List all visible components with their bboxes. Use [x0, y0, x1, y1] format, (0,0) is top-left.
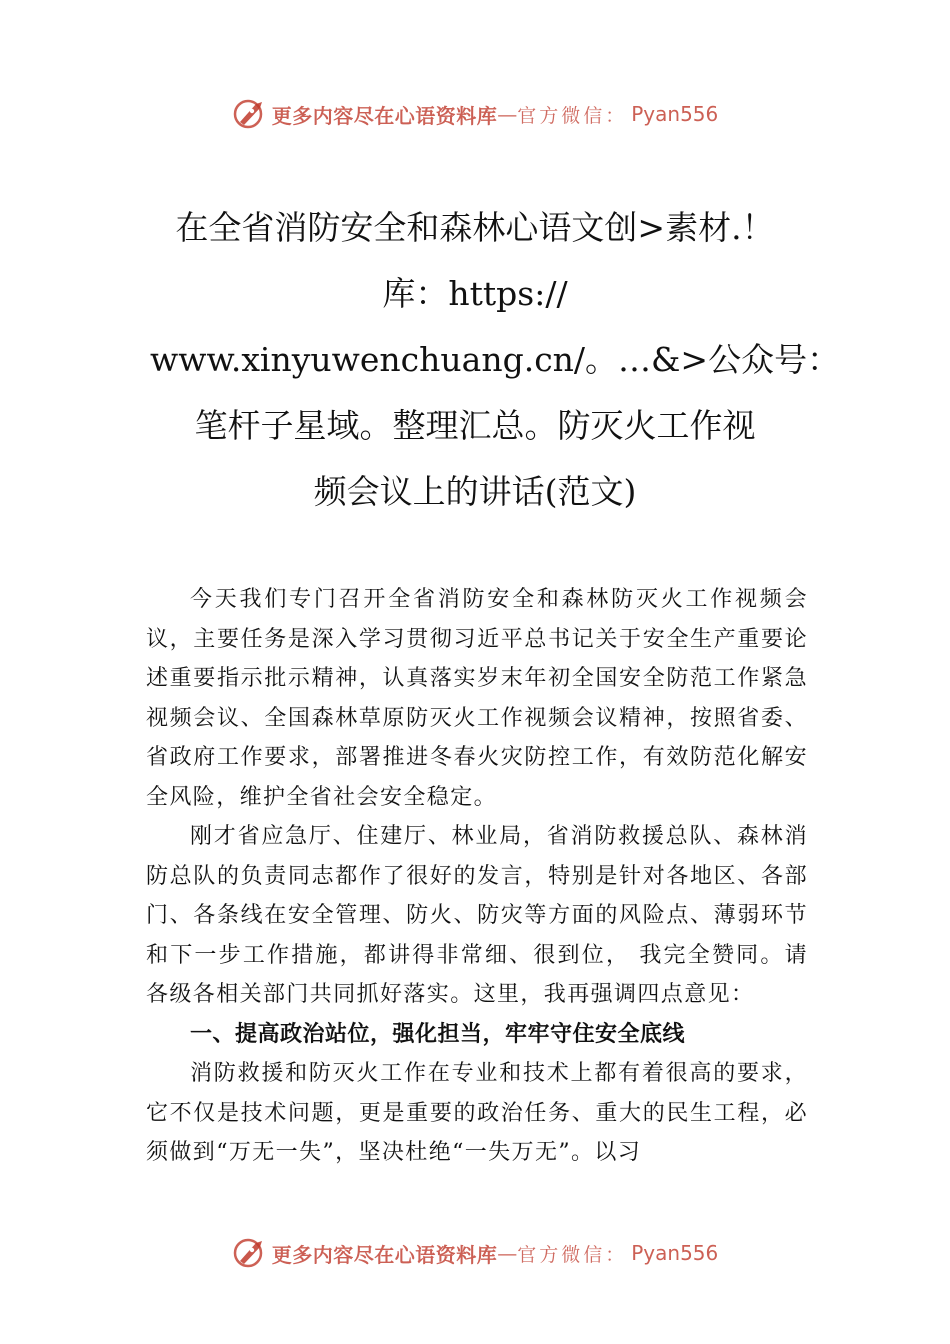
body-paragraph: 消防救援和防灭火工作在专业和技术上都有着很高的要求，它不仅是技术问题，更是重要的政治任务、重大的民生工程，必须做到“万无一失”，坚决杜绝“一失万无”。以习: [146, 1061, 808, 1165]
title-line: 频会议上的讲话(范文): [313, 472, 637, 511]
document-title: [150, 195, 841, 525]
banner-slogan: 更多内容尽在心语资料库: [271, 1242, 498, 1267]
title-line: 笔杆子星域。整理汇总。防灭火工作视: [194, 406, 756, 445]
banner-wechat-label: 官方微信：: [517, 1243, 628, 1266]
header-watermark-banner: [0, 92, 950, 136]
title-line: www.xinyuwenchuang.cn/。…&>公众号：: [150, 340, 841, 379]
section-heading: 一、提高政治站位，强化担当，牢牢守住安全底线: [190, 1021, 686, 1047]
banner-wechat-id: Pyan556: [631, 102, 719, 126]
banner-separator: —: [497, 1241, 518, 1265]
banner-separator: —: [497, 102, 518, 126]
banner-wechat-label: 官方微信：: [517, 104, 628, 127]
banner-wechat-id: Pyan556: [631, 1241, 719, 1265]
title-line: 库：https://: [382, 274, 568, 313]
pen-logo-icon: [232, 1235, 268, 1271]
body-paragraph: 今天我们专门召开全省消防安全和森林防灭火工作视频会议，主要任务是深入学习贯彻习近平总书记关于安全生产重要论述重要指示批示精神，认真落实岁末年初全国安全防范工作紧急视频会议、全国森林草原防灭火工作视频会议精神，按照省委、省政府工作要求，部署推进冬春火灾防控工作，有效防范化解安全风险，维护全省社会安全稳定。: [146, 587, 808, 810]
body-paragraph: 刚才省应急厅、住建厅、林业局，省消防救援总队、森林消防总队的负责同志都作了很好的发言，特别是针对各地区、各部门、各条线在安全管理、防火、防灾等方面的风险点、薄弱环节和下一步工作措施，都讲得非常细、很到位， 我完全赞同。请各级各相关部门共同抓好落实。这里，我再强调四点意见：: [146, 824, 808, 1007]
footer-watermark-banner: [0, 1231, 950, 1275]
pen-logo-icon: [232, 96, 268, 132]
title-line: 在全省消防安全和森林心语文创>素材.！: [175, 208, 775, 247]
banner-slogan: 更多内容尽在心语资料库: [271, 103, 498, 128]
document-body: [146, 580, 808, 1173]
